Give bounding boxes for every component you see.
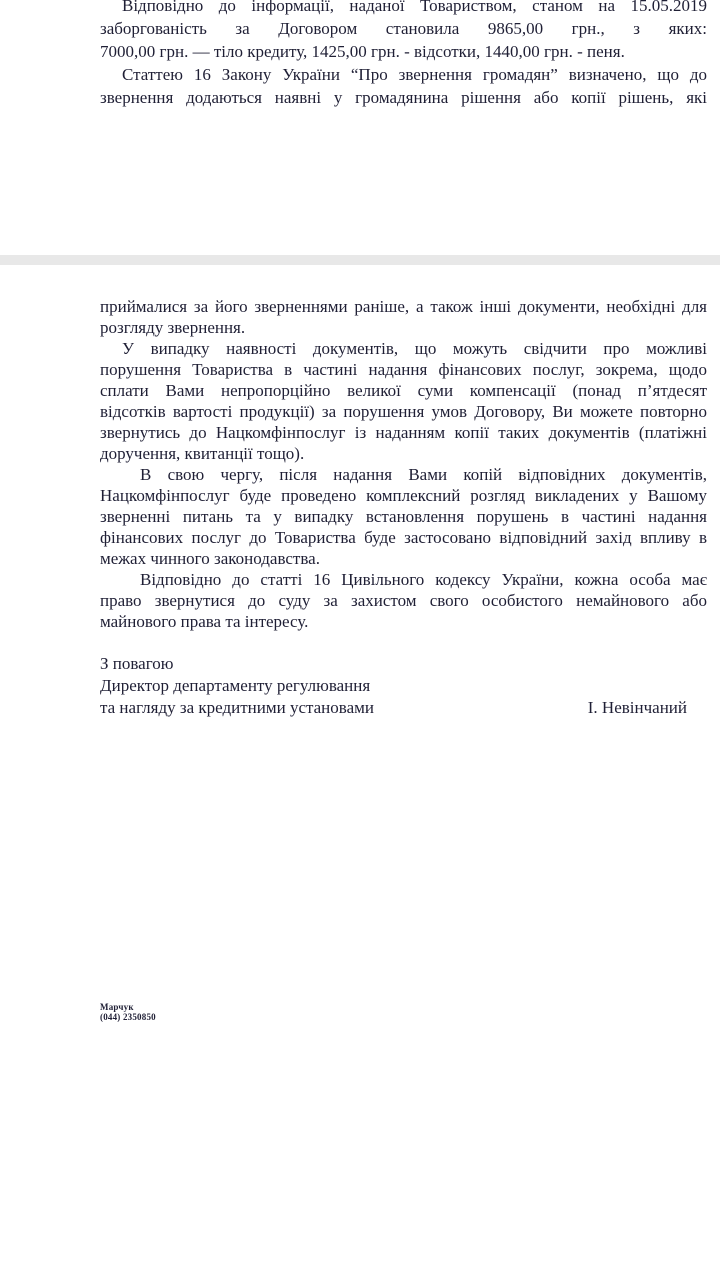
paragraph <box>100 338 707 464</box>
executor-name: Марчук <box>100 1002 134 1012</box>
text-line: доручення, квитанції тощо). <box>100 444 305 463</box>
page-separator <box>0 255 720 265</box>
closing-block <box>100 653 707 719</box>
text-line: Нацкомфінпослуг буде проведено комплексний розгляд викладених у Вашому <box>100 486 707 505</box>
closing-salutation: З повагою <box>100 654 174 673</box>
text-line: сплати Вами непропорційно великої суми компенсації (понад п’ятдесят <box>100 381 707 400</box>
text-line: приймалися за його зверненнями раніше, а також інші документи, необхідні для <box>100 297 707 316</box>
page-1 <box>0 0 720 255</box>
text-line: право звернутися до суду за захистом свого особистого немайнового або <box>100 591 707 610</box>
signer-title-line-1: Директор департаменту регулювання <box>100 676 371 695</box>
signature-row <box>100 697 707 719</box>
paragraph <box>100 569 707 632</box>
text-line: фінансових послуг до Товариства буде застосовано відповідний захід впливу в <box>100 528 707 547</box>
executor-phone: (044) 2350850 <box>100 1012 156 1022</box>
text-line: зверненні питань та у випадку встановлення порушень в частині надання <box>100 507 707 526</box>
text-line: звернутись до Нацкомфінпослуг із наданням копії таких документів (платіжні <box>100 423 707 442</box>
text-line: 7000,00 грн. — тіло кредиту, 1425,00 грн. - відсотки, 1440,00 грн. - пеня. <box>100 42 625 61</box>
paragraph <box>100 0 707 63</box>
page-2-text <box>100 265 707 632</box>
page-1-text <box>100 0 707 109</box>
page-2 <box>0 265 720 1280</box>
text-line: звернення додаються наявні у громадянина рішення або копії рішень, які <box>100 88 707 107</box>
text-line: Відповідно до статті 16 Цивільного кодексу України, кожна особа має <box>140 570 707 589</box>
text-line: відсотків вартості продукції) за порушення умов Договору, Ви можете повторно <box>100 402 707 421</box>
text-line: Статтею 16 Закону України “Про звернення громадян” визначено, що до <box>122 65 707 84</box>
paragraph <box>100 296 707 338</box>
signer-title-line-2: та нагляду за кредитними установами <box>100 698 374 717</box>
text-line: межах чинного законодавства. <box>100 549 320 568</box>
paragraph <box>100 464 707 569</box>
text-line: Відповідно до інформації, наданої Товариством, станом на 15.05.2019 <box>122 0 707 15</box>
text-line: майнового права та інтересу. <box>100 612 309 631</box>
text-line: В свою чергу, після надання Вами копій відповідних документів, <box>140 465 707 484</box>
text-line: порушення Товариства в частині надання фінансових послуг, зокрема, щодо <box>100 360 707 379</box>
signer-name: І. Невінчаний <box>587 698 687 717</box>
text-line: У випадку наявності документів, що можуть свідчити про можливі <box>122 339 707 358</box>
text-line: заборгованість за Договором становила 9865,00 грн., з яких: <box>100 19 707 38</box>
text-line: розгляду звернення. <box>100 318 246 337</box>
executor-footer <box>100 1002 156 1022</box>
paragraph <box>100 63 707 109</box>
